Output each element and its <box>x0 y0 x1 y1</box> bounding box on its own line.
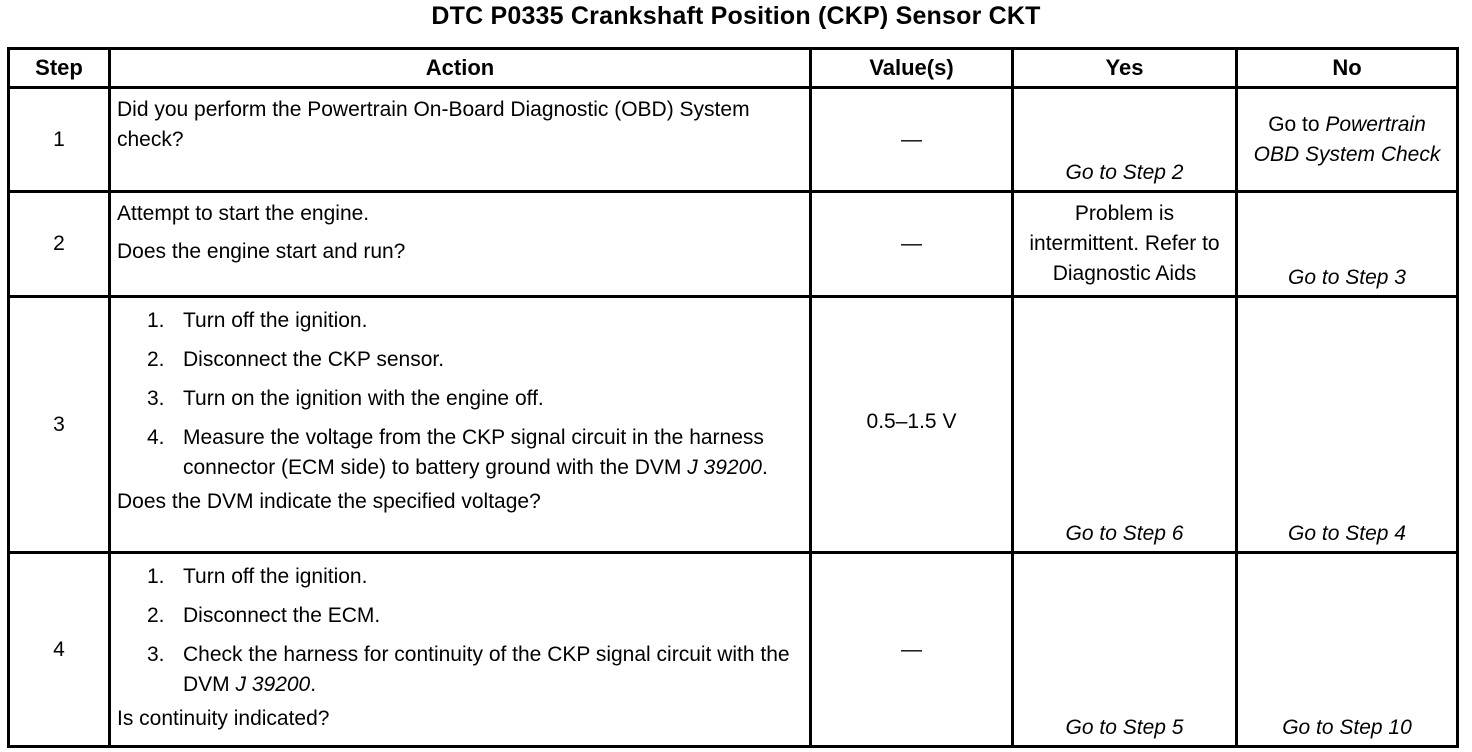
table-row <box>9 297 1458 553</box>
no-cell <box>1237 192 1458 297</box>
header-yes: Yes <box>1013 49 1237 88</box>
list-item: 3. Turn on the ignition with the engine off. <box>147 387 544 410</box>
diagnostic-table <box>7 47 1459 748</box>
list-item: 1. Turn off the ignition. <box>147 565 368 588</box>
step-number: 4 <box>9 553 110 747</box>
action-cell <box>110 297 811 553</box>
header-values: Value(s) <box>811 49 1013 88</box>
page-title: DTC P0335 Crankshaft Position (CKP) Sensor CKT <box>431 2 1041 30</box>
yes-result: Go to Step 5 <box>1065 716 1184 739</box>
yes-cell <box>1013 553 1237 747</box>
yes-result: Go to Step 2 <box>1065 161 1184 184</box>
yes-result: Problem is intermittent. Refer to Diagnostic Aids <box>1029 202 1220 285</box>
header-no: No <box>1237 49 1458 88</box>
action-line: Attempt to start the engine. <box>117 202 370 225</box>
yes-result: Go to Step 6 <box>1065 522 1184 545</box>
value-cell: — <box>811 88 1013 192</box>
action-question: Does the DVM indicate the specified voltage? <box>117 490 541 513</box>
step-number: 1 <box>9 88 110 192</box>
list-item: 3. Check the harness for continuity of the CKP signal circuit with the DVM J 39200. <box>147 643 790 696</box>
value-cell: — <box>811 553 1013 747</box>
yes-cell <box>1013 297 1237 553</box>
no-result: Go to Step 4 <box>1288 522 1406 545</box>
yes-cell <box>1013 88 1237 192</box>
list-item: 1. Turn off the ignition. <box>147 309 368 332</box>
table-row <box>9 192 1458 297</box>
tool-reference: J 39200 <box>235 673 311 696</box>
action-cell <box>110 553 811 747</box>
list-item: 2. Disconnect the ECM. <box>147 604 381 627</box>
no-cell <box>1237 297 1458 553</box>
value-cell: — <box>811 192 1013 297</box>
list-item: 4. Measure the voltage from the CKP signal circuit in the harness connector (ECM side) to battery ground with the DVM J 39200. <box>147 426 768 479</box>
action-question: Does the engine start and run? <box>117 240 406 263</box>
value-cell <box>811 297 1013 553</box>
tool-reference: J 39200 <box>687 456 762 479</box>
yes-cell <box>1013 192 1237 297</box>
no-result: Go to Step 3 <box>1288 266 1406 289</box>
list-item: 2. Disconnect the CKP sensor. <box>147 348 445 371</box>
step-number: 3 <box>9 297 110 553</box>
action-question: Is continuity indicated? <box>117 707 330 730</box>
header-row <box>9 49 1458 88</box>
step-number: 2 <box>9 192 110 297</box>
no-prefix: Go to <box>1268 112 1326 136</box>
no-result <box>1238 110 1456 170</box>
specified-value: 0.5–1.5 V <box>866 409 957 433</box>
table-row <box>9 553 1458 747</box>
no-result: Go to Step 10 <box>1282 716 1412 739</box>
action-cell <box>110 88 811 192</box>
no-cell <box>1237 88 1458 192</box>
no-cell <box>1237 553 1458 747</box>
action-cell <box>110 192 811 297</box>
header-step: Step <box>9 49 110 88</box>
no-link-text: Powertrain OBD System Check <box>1253 112 1441 166</box>
header-action: Action <box>110 49 811 88</box>
table-row <box>9 88 1458 192</box>
action-question: Did you perform the Powertrain On-Board Diagnostic (OBD) System check? <box>117 98 750 151</box>
